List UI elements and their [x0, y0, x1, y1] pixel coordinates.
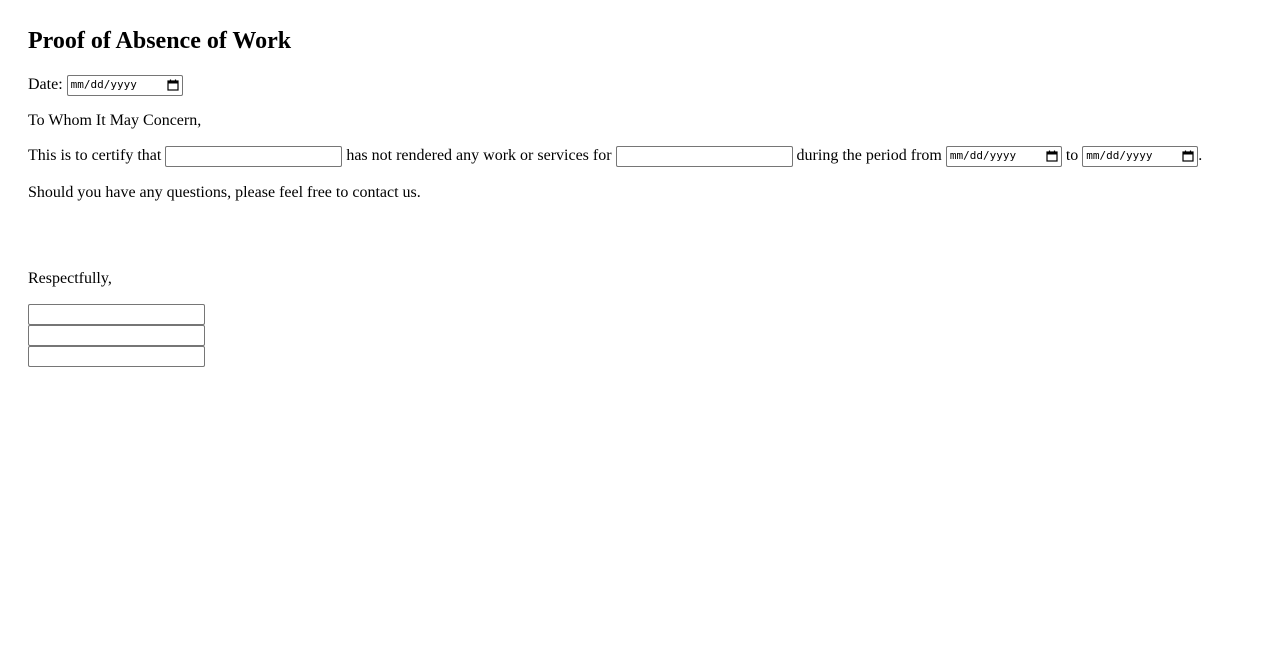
greeting: To Whom It May Concern, [28, 112, 202, 129]
signature-input-1[interactable] [28, 304, 205, 325]
cert-text-4: to [1065, 147, 1079, 164]
cert-text-1: This is to certify that [28, 147, 162, 164]
closing-text: Respectfully, [28, 270, 112, 287]
date-row [28, 74, 183, 96]
questions-text: Should you have any questions, please feel free to contact us. [28, 184, 421, 201]
cert-text-2: has not rendered any work or services for [346, 147, 612, 164]
date-field[interactable] [67, 75, 183, 96]
employee-name-input[interactable] [165, 146, 342, 167]
calendar-icon[interactable] [1046, 150, 1058, 162]
certification-sentence [28, 145, 1202, 167]
signature-input-3[interactable] [28, 346, 205, 367]
period-to-placeholder: mm/dd/yyyy [1086, 149, 1153, 162]
signature-input-2[interactable] [28, 325, 205, 346]
cert-end-period: . [1198, 147, 1203, 164]
date-label: Date: [28, 76, 63, 93]
page-title: Proof of Absence of Work [28, 28, 292, 54]
calendar-icon[interactable] [1182, 150, 1194, 162]
signature-block [28, 304, 205, 367]
period-from-date-field[interactable] [946, 146, 1062, 167]
period-to-date-field[interactable] [1082, 146, 1198, 167]
period-from-placeholder: mm/dd/yyyy [949, 149, 1017, 162]
cert-text-3: during the period from [796, 147, 942, 164]
company-name-input[interactable] [616, 146, 793, 167]
calendar-icon[interactable] [167, 79, 179, 91]
date-field-placeholder: mm/dd/yyyy [70, 78, 137, 91]
